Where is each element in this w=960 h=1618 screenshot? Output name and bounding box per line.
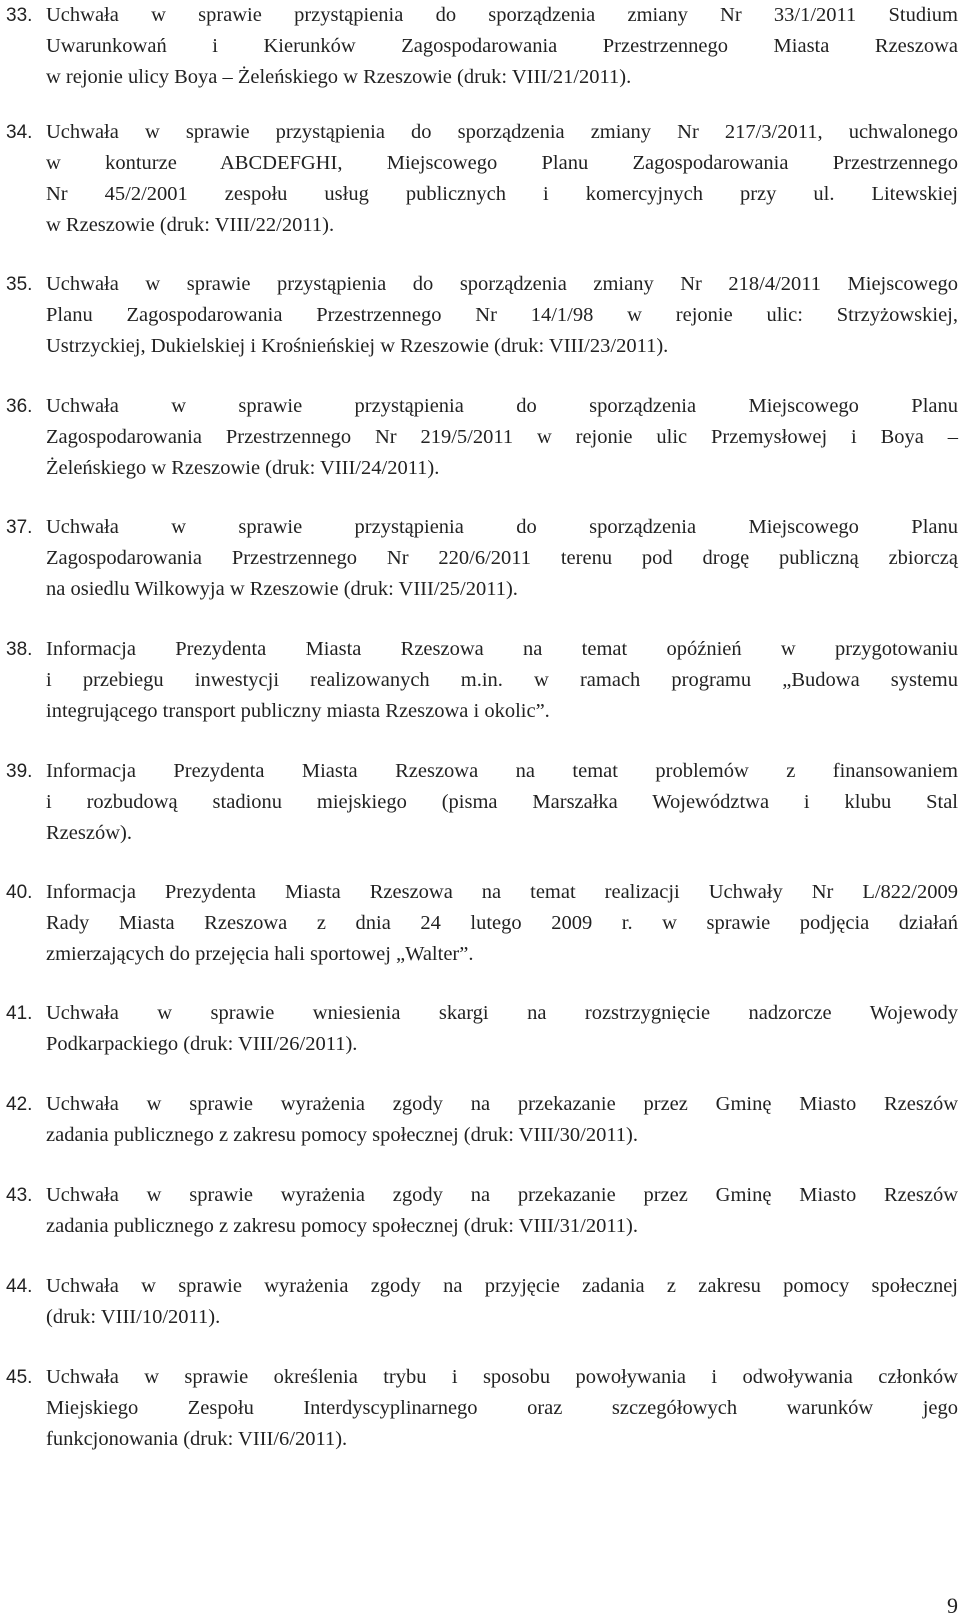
item-number: 44. — [6, 1276, 33, 1297]
item-text — [46, 756, 958, 849]
item-line: i przebiegu inwestycji realizowanych m.in. w ramach programu „Budowa systemu — [46, 669, 958, 691]
item-line: i rozbudową stadionu miejskiego (pisma Marszałka Województwa i klubu Stal — [46, 791, 958, 813]
item-line: Uchwała w sprawie przystąpienia do sporządzenia Miejscowego Planu — [46, 516, 958, 538]
item-line: Rady Miasta Rzeszowa z dnia 24 lutego 2009 r. w sprawie podjęcia działań — [46, 912, 958, 934]
item-line: Żeleńskiego w Rzeszowie (druk: VIII/24/2011). — [46, 457, 440, 479]
item-number: 42. — [6, 1094, 33, 1115]
item-line: funkcjonowania (druk: VIII/6/2011). — [46, 1428, 348, 1450]
item-line: zadania publicznego z zakresu pomocy społecznej (druk: VIII/31/2011). — [46, 1215, 639, 1237]
item-text — [46, 1180, 958, 1242]
item-text — [46, 269, 958, 362]
item-line: w Rzeszowie (druk: VIII/22/2011). — [46, 214, 335, 236]
item-line: zadania publicznego z zakresu pomocy społecznej (druk: VIII/30/2011). — [46, 1124, 639, 1146]
item-text — [46, 391, 958, 484]
item-number: 43. — [6, 1185, 33, 1206]
item-line: Zagospodarowania Przestrzennego Nr 219/5/2011 w rejonie ulic Przemysłowej i Boya – — [46, 426, 958, 448]
item-line: Uchwała w sprawie wyrażenia zgody na przekazanie przez Gminę Miasto Rzeszów — [46, 1184, 958, 1206]
item-number: 35. — [6, 274, 33, 295]
item-line: zmierzających do przejęcia hali sportowej „Walter”. — [46, 943, 474, 965]
item-line: Uchwała w sprawie wyrażenia zgody na przyjęcie zadania z zakresu pomocy społecznej — [46, 1275, 958, 1297]
item-number: 41. — [6, 1003, 33, 1024]
item-text — [46, 998, 958, 1060]
item-line: Informacja Prezydenta Miasta Rzeszowa na temat problemów z finansowaniem — [46, 760, 958, 782]
item-line: Uchwała w sprawie wniesienia skargi na rozstrzygnięcie nadzorcze Wojewody — [46, 1002, 958, 1024]
item-line: Uwarunkowań i Kierunków Zagospodarowania Przestrzennego Miasta Rzeszowa — [46, 35, 958, 57]
item-number: 40. — [6, 882, 33, 903]
item-line: Zagospodarowania Przestrzennego Nr 220/6/2011 terenu pod drogę publiczną zbiorczą — [46, 547, 958, 569]
page-number: 9 — [947, 1593, 958, 1618]
item-number: 36. — [6, 396, 33, 417]
item-line: Uchwała w sprawie przystąpienia do sporządzenia zmiany Nr 33/1/2011 Studium — [46, 4, 958, 26]
item-line: (druk: VIII/10/2011). — [46, 1306, 221, 1328]
item-line: Uchwała w sprawie wyrażenia zgody na przekazanie przez Gminę Miasto Rzeszów — [46, 1093, 958, 1115]
item-number: 34. — [6, 122, 33, 143]
item-line: Rzeszów). — [46, 822, 132, 844]
item-line: na osiedlu Wilkowyja w Rzeszowie (druk: VIII/25/2011). — [46, 578, 518, 600]
item-number: 45. — [6, 1367, 33, 1388]
item-line: Podkarpackiego (druk: VIII/26/2011). — [46, 1033, 358, 1055]
item-line: Uchwała w sprawie przystąpienia do sporządzenia zmiany Nr 218/4/2011 Miejscowego — [46, 273, 958, 295]
item-number: 39. — [6, 761, 33, 782]
item-line: w rejonie ulicy Boya – Żeleńskiego w Rzeszowie (druk: VIII/21/2011). — [46, 66, 632, 88]
item-text — [46, 877, 958, 970]
item-number: 38. — [6, 639, 33, 660]
item-text — [46, 0, 958, 93]
item-line: Uchwała w sprawie przystąpienia do sporządzenia Miejscowego Planu — [46, 395, 958, 417]
item-text — [46, 1271, 958, 1333]
item-line: Ustrzyckiej, Dukielskiej i Krośnieńskiej w Rzeszowie (druk: VIII/23/2011). — [46, 335, 669, 357]
item-line: Informacja Prezydenta Miasta Rzeszowa na temat opóźnień w przygotowaniu — [46, 638, 958, 660]
item-text — [46, 117, 958, 241]
item-number: 37. — [6, 517, 33, 538]
item-text — [46, 1089, 958, 1151]
item-line: Planu Zagospodarowania Przestrzennego Nr 14/1/98 w rejonie ulic: Strzyżowskiej, — [46, 304, 958, 326]
item-line: Nr 45/2/2001 zespołu usług publicznych i komercyjnych przy ul. Litewskiej — [46, 183, 958, 205]
item-text — [46, 1362, 958, 1455]
item-line: w konturze ABCDEFGHI, Miejscowego Planu Zagospodarowania Przestrzennego — [46, 152, 958, 174]
item-line: Uchwała w sprawie przystąpienia do sporządzenia zmiany Nr 217/3/2011, uchwalonego — [46, 121, 958, 143]
item-line: Informacja Prezydenta Miasta Rzeszowa na temat realizacji Uchwały Nr L/822/2009 — [46, 881, 958, 903]
item-text — [46, 512, 958, 605]
item-number: 33. — [6, 5, 33, 26]
item-text — [46, 634, 958, 727]
item-line: Miejskiego Zespołu Interdyscyplinarnego oraz szczegółowych warunków jego — [46, 1397, 958, 1419]
item-line: integrującego transport publiczny miasta Rzeszowa i okolic”. — [46, 700, 550, 722]
item-line: Uchwała w sprawie określenia trybu i sposobu powoływania i odwoływania członków — [46, 1366, 958, 1388]
